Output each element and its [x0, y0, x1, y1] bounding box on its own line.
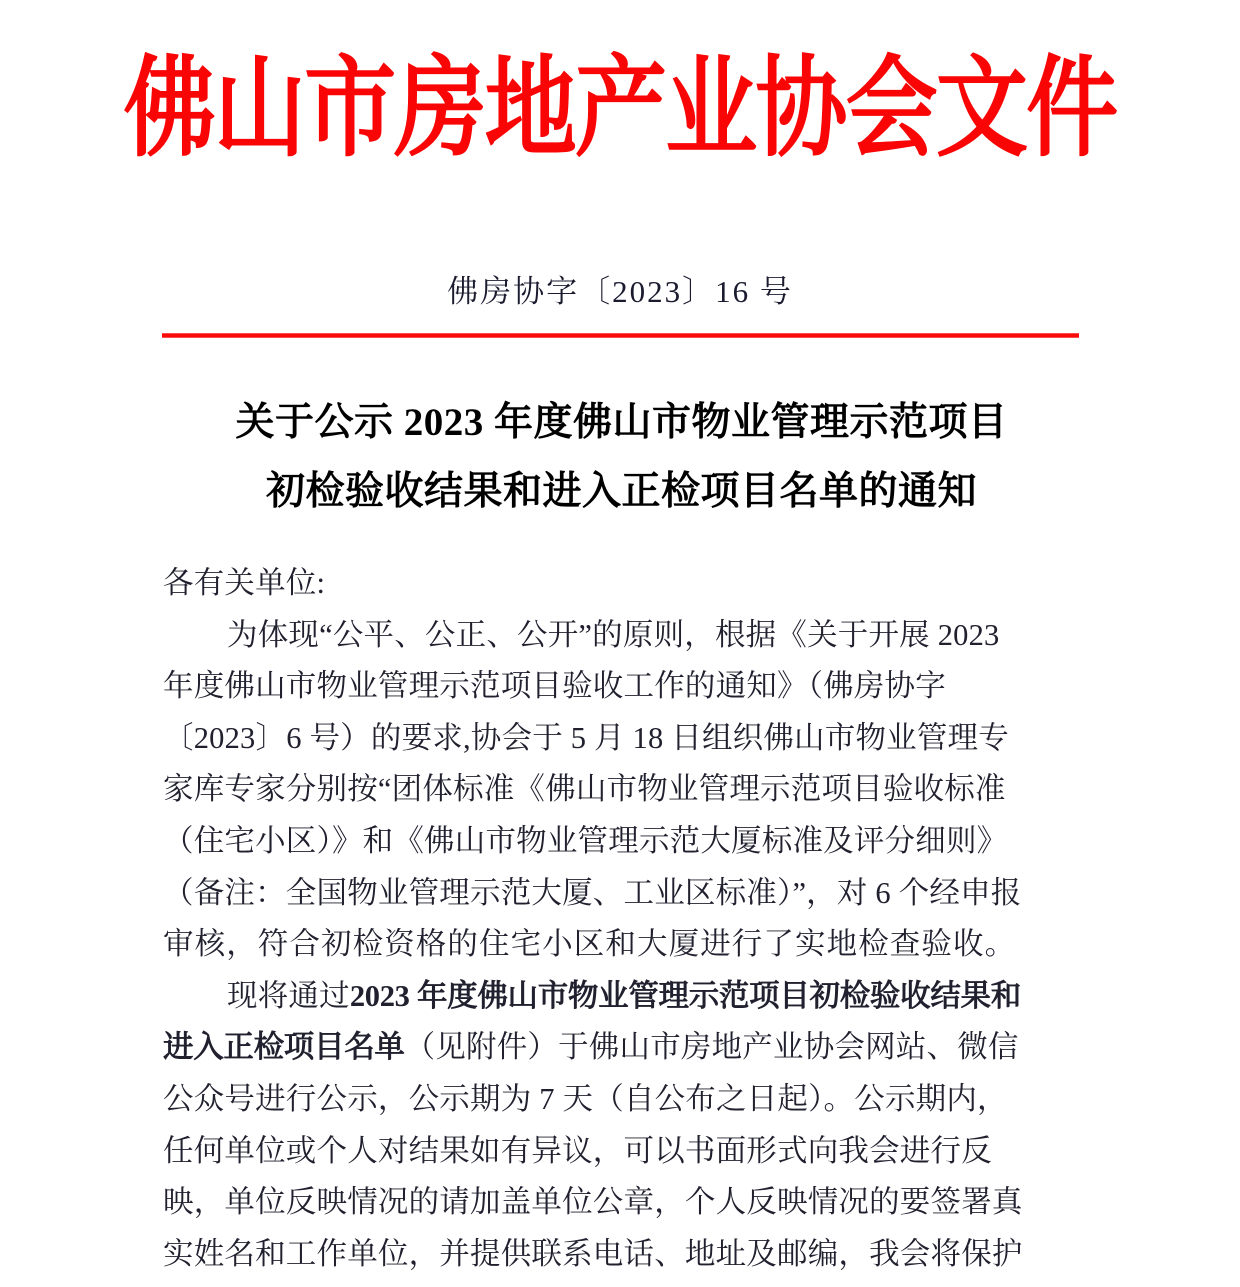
paragraph-1-line-2: 年度佛山市物业管理示范项目验收工作的通知》（佛房协字 — [163, 669, 946, 704]
paragraph-2-line-5: 映，单位反映情况的请加盖单位公章，个人反映情况的要签署真 — [163, 1185, 1023, 1220]
paragraph-2-bold-part-1: 2023 年度佛山市物业管理示范项目初检验收结果和 — [349, 978, 1021, 1013]
document-title-line-1: 关于公示 2023 年度佛山市物业管理示范项目 — [235, 401, 1008, 444]
paragraph-2-bold-part-2: 进入正检项目名单 — [163, 1030, 405, 1065]
paragraph-2-suffix: （见附件）于佛山市房地产业协会网站、微信 — [404, 1030, 1019, 1065]
document-serial-number: 佛房协字〔2023〕16 号 — [447, 274, 793, 309]
paragraph-1-line-7: 审核，符合初检资格的住宅小区和大厦进行了实地检查验收。 — [163, 927, 1017, 962]
salutation: 各有关单位: — [163, 566, 326, 600]
document-title-line-2: 初检验收结果和进入正检项目名单的通知 — [265, 470, 977, 513]
paragraph-2-line-4: 任何单位或个人对结果如有异议，可以书面形式向我会进行反 — [163, 1133, 992, 1168]
red-separator-rule — [162, 333, 1079, 338]
paragraph-1-line-1: 为体现“公平、公正、公开”的原则，根据《关于开展 2023 — [227, 617, 1000, 652]
masthead — [0, 49, 1240, 171]
paragraph-2-line-3: 公众号进行公示，公示期为 7 天（自公布之日起）。公示期内， — [163, 1081, 1008, 1116]
paragraph-1-line-6: （备注：全国物业管理示范大厦、工业区标准）”，对 6 个经申报 — [163, 875, 1022, 910]
paragraph-2-line-6: 实姓名和工作单位，并提供联系电话、地址及邮编，我会将保护 — [163, 1236, 1023, 1271]
masthead-title: 佛山市房地产业协会文件 — [123, 49, 1117, 171]
paragraph-2-line-2 — [163, 1022, 1088, 1074]
paragraph-1-line-5: （住宅小区）》和《佛山市物业管理示范大厦标准及评分细则》 — [163, 823, 1008, 858]
document-body — [163, 558, 1088, 1280]
paragraph-1-line-3: 〔2023〕6 号）的要求,协会于 5 月 18 日组织佛山市物业管理专 — [163, 720, 1009, 755]
paragraph-1-line-4: 家库专家分别按“团体标准《佛山市物业管理示范项目验收标准 — [163, 772, 1006, 807]
document-title — [163, 388, 1080, 526]
paragraph-2-line-1 — [163, 971, 1088, 1023]
paragraph-2-prefix: 现将通过 — [227, 978, 350, 1013]
